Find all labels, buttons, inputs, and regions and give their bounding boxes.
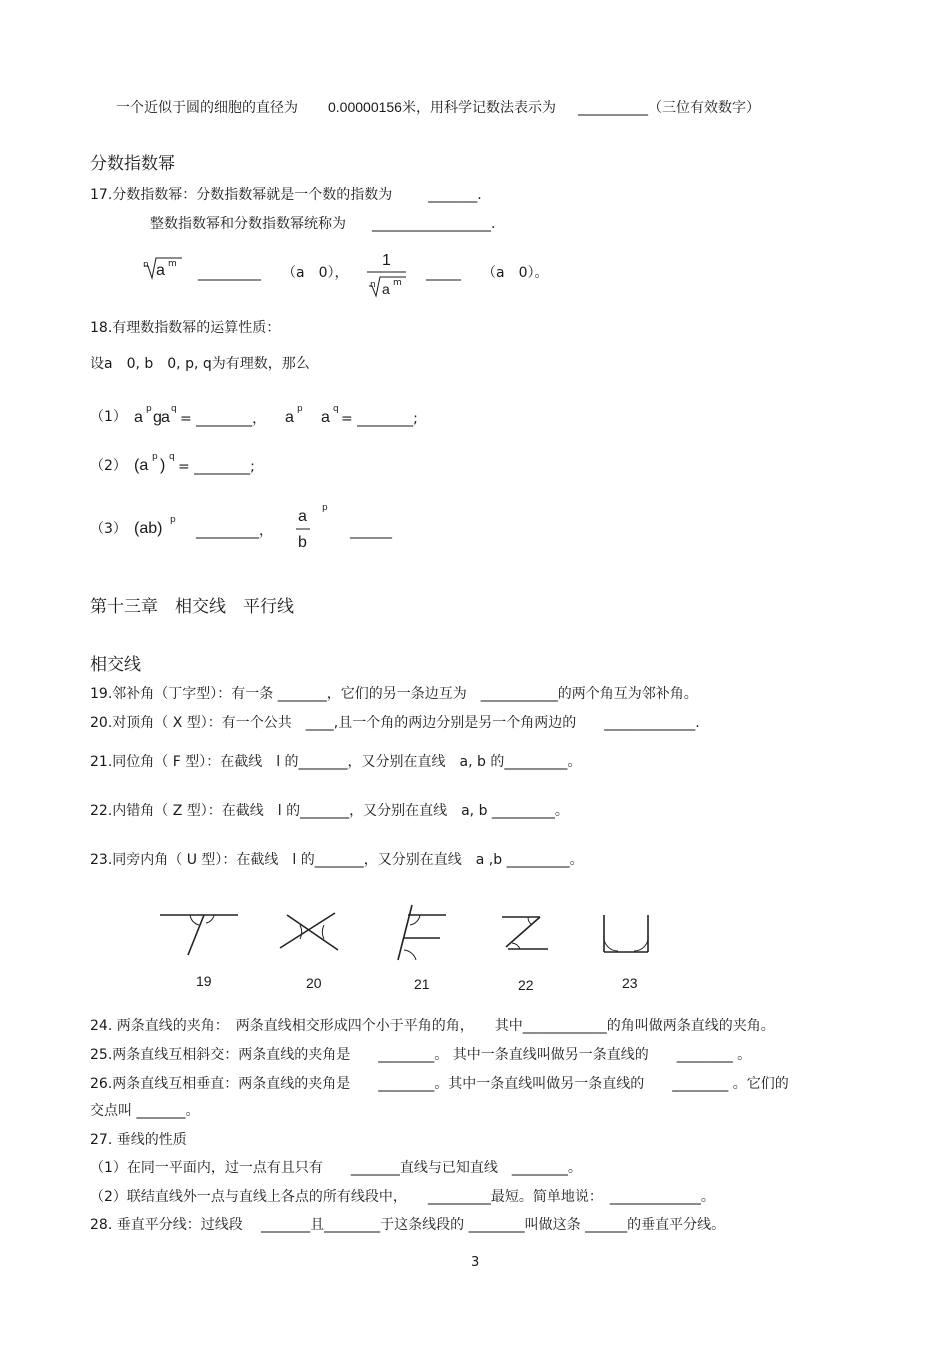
figure-20-vertical-angles <box>280 913 338 950</box>
rule-2-close: ) <box>160 457 166 474</box>
rule-3-label: （3） <box>90 521 127 537</box>
top-line <box>116 98 760 117</box>
rule-1b-q: q <box>333 404 339 414</box>
item-27-1: （1）在同一平面内，过一点有且只有 _______直线与已知直线 ________。 <box>90 1160 582 1176</box>
rule-1-q: q <box>171 404 177 414</box>
rule-2-equals: = ________; <box>178 459 255 475</box>
rule-3-numerator: a <box>298 508 307 525</box>
item-26-b: 交点叫 _______。 <box>90 1103 200 1119</box>
root-blank-2: _____ <box>426 265 461 281</box>
root-base: a <box>156 262 165 279</box>
top-line-text-a: 一个近似于圆的细胞的直径为 <box>116 100 298 116</box>
item-22: 22.内错角（ Z 型）：在截线 l 的_______，又分别在直线 a, b _________。 <box>90 803 569 819</box>
item-17-blank: _______. <box>428 187 482 203</box>
rule-2-expr: (a <box>134 457 149 474</box>
rule-1-p: p <box>146 404 152 414</box>
item-17-b-text: 整数指数幂和分数指数幂统称为 <box>150 216 346 232</box>
rule-1-label: （1） <box>90 409 127 425</box>
figure-23-co-interior-angles <box>604 915 648 952</box>
rule-3-blank-2: ______ <box>350 523 392 539</box>
top-line-value: 0.00000156 <box>328 99 402 115</box>
item-17-text: 17.分数指数幂：分数指数幂就是一个数的指数为 <box>90 187 393 203</box>
rule-3-expr: (ab) <box>134 520 163 537</box>
chapter-heading: 第十三章 相交线 平行线 <box>90 597 294 617</box>
item-21: 21.同位角（ F 型）：在截线 l 的_______，又分别在直线 a, b 的_________。 <box>90 754 582 770</box>
figure-19-adjacent-angles <box>160 915 238 955</box>
rule-3-p2: p <box>322 503 328 513</box>
figure-label-21: 21 <box>414 976 430 992</box>
fraction-numerator: 1 <box>382 252 391 269</box>
rule-3-denominator: b <box>298 534 307 551</box>
item-17 <box>90 186 482 204</box>
item-27: 27. 垂线的性质 <box>90 1132 187 1148</box>
figure-label-20: 20 <box>306 975 322 991</box>
item-28: 28. 垂直平分线：过线段 _______且________于这条线段的 ________叫做这条 ______的垂直平分线。 <box>90 1217 726 1233</box>
top-line-text-c: （三位有效数字） <box>647 100 760 116</box>
item-18: 18.有理数指数幂的运算性质： <box>90 320 281 336</box>
figure-label-22: 22 <box>518 977 534 993</box>
root-condition-2: （a 0）。 <box>482 265 549 281</box>
top-line-text-b: 米，用科学记数法表示为 <box>401 100 556 116</box>
page-number: 3 <box>471 1255 480 1270</box>
fraction-root-index: n <box>370 280 376 290</box>
figure-21-corresponding-angles <box>398 905 446 960</box>
rule-1b-a2: a <box>321 409 330 426</box>
item-17-b-blank: _________________. <box>372 216 496 232</box>
rule-1-a: a <box>134 409 143 426</box>
item-25: 25.两条直线互相斜交：两条直线的夹角是 ________。 其中一条直线叫做另一条直线的 ________ 。 <box>90 1047 752 1063</box>
fraction-root-exp: m <box>393 278 402 288</box>
rule-1b-a: a <box>285 409 294 426</box>
item-26: 26.两条直线互相垂直：两条直线的夹角是 ________。其中一条直线叫做另一条直线的 ________ 。它们的 <box>90 1076 789 1092</box>
rule-1b-p: p <box>297 404 303 414</box>
rule-1-a2: a <box>161 409 170 426</box>
root-index: n <box>143 260 149 270</box>
rule-1b-equals: = ________; <box>341 411 418 427</box>
section-heading-fractional: 分数指数幂 <box>90 154 175 174</box>
rule-1-equals: = ________， <box>180 411 267 427</box>
fraction-root-base: a <box>382 281 390 297</box>
item-23: 23.同旁内角（ U 型）：在截线 l 的_______，又分别在直线 a ,b _________。 <box>90 852 584 868</box>
figure-label-19: 19 <box>196 973 212 989</box>
angle-figures <box>0 905 950 985</box>
rule-2-label: （2） <box>90 458 127 474</box>
rule-3-p: p <box>170 515 176 525</box>
figure-22-alternate-angles <box>502 917 548 949</box>
item-24: 24. 两条直线的夹角： 两条直线相交形成四个小于平角的角， 其中____________的角叫做两条直线的夹角。 <box>90 1018 775 1034</box>
item-27-2: （2）联结直线外一点与直线上各点的所有线段中， _________最短。简单地说： _____________。 <box>90 1189 715 1205</box>
assumption-line: 设a 0, b 0, p, q为有理数，那么 <box>90 356 310 372</box>
rule-3-fraction-bar <box>296 528 316 532</box>
rule-2-p: p <box>152 452 158 462</box>
root-expression-graphics <box>0 248 950 308</box>
root-exp: m <box>168 259 177 269</box>
rule-1-g: g <box>153 409 162 426</box>
root-blank-1: _________ <box>198 265 261 281</box>
item-19: 19.邻补角（丁字型）：有一条 _______，它们的另一条边互为 ___________的两个角互为邻补角。 <box>90 686 698 702</box>
root-condition-1: （a 0）， <box>282 265 349 281</box>
item-20: 20.对顶角（ X 型）：有一个公共 ____,且一个角的两边分别是另一个角两边的 _____________. <box>90 715 700 731</box>
item-17-b <box>150 215 495 233</box>
rule-2-q: q <box>169 452 175 462</box>
figure-label-23: 23 <box>622 975 638 991</box>
rule-3-blank: _________， <box>196 523 273 539</box>
top-line-blank: __________ <box>577 100 648 116</box>
section-heading-intersecting: 相交线 <box>90 655 141 675</box>
